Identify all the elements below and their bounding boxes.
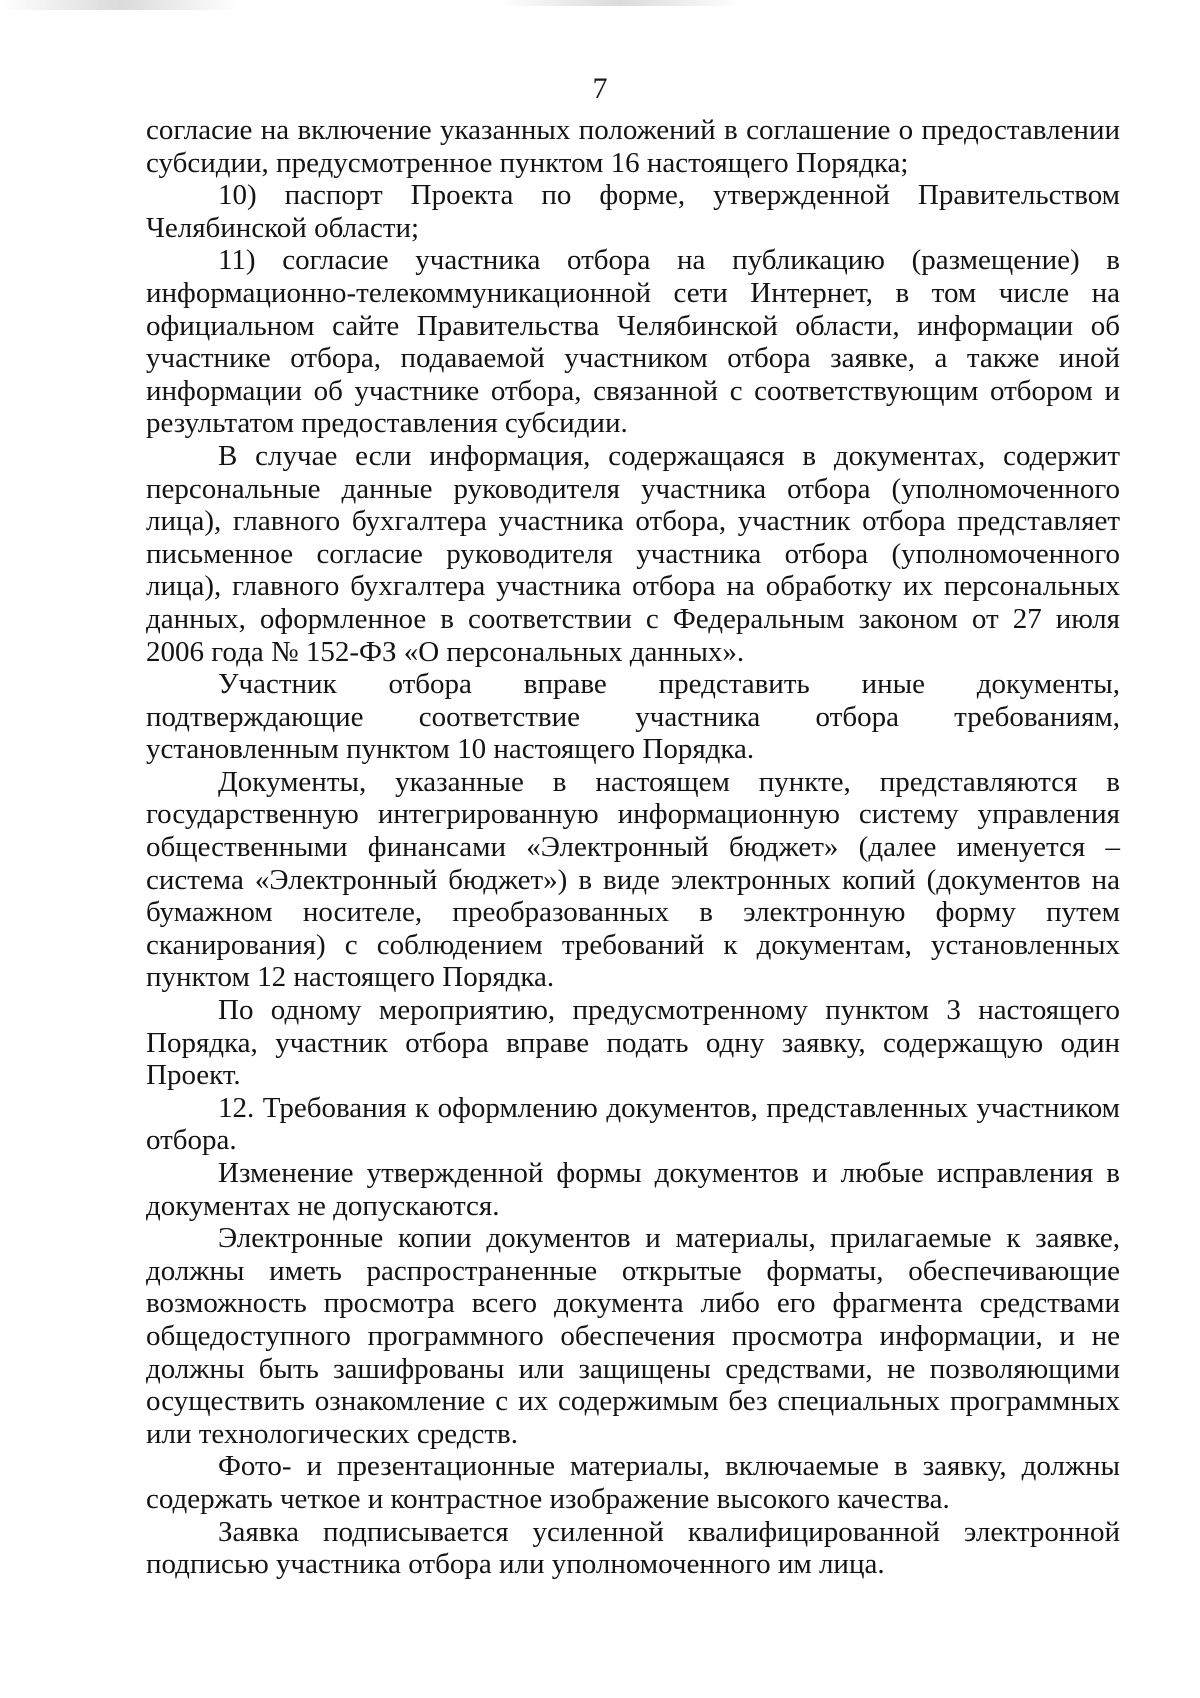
paragraph: Электронные копии документов и материалы, прилагаемые к заявке, должны иметь распространенные открытые форматы, обеспечивающие возможность просмотра всего документа либо его фрагмента средствами общедоступного программного обеспечения просмотра информации, и не должны быть зашифрованы или защищены средствами, не позволяющими осуществить ознакомление с их содержимым без специальных программных или технологических средств. — [146, 1222, 1120, 1450]
page-number: 7 — [592, 72, 608, 105]
paragraph: Заявка подписывается усиленной квалифицированной электронной подписью участника отбора или уполномоченного им лица. — [146, 1515, 1120, 1581]
paragraph: Фото- и презентационные материалы, включаемые в заявку, должны содержать четкое и контрастное изображение высокого качества. — [146, 1450, 1120, 1515]
paragraph: Изменение утвержденной формы документов и любые исправления в документах не допускаются. — [146, 1157, 1120, 1222]
scan-artifact-top-left — [0, 0, 240, 10]
document-body — [146, 114, 1120, 1581]
paragraph: Участник отбора вправе представить иные документы, подтверждающие соответствие участника отбора требованиям, установленным пунктом 10 настоящего Порядка. — [146, 668, 1120, 766]
paragraph: 12. Требования к оформлению документов, представленных участником отбора. — [146, 1091, 1120, 1157]
scan-artifact-top-center — [500, 0, 740, 6]
paragraph: В случае если информация, содержащаяся в документах, содержит персональные данные руководителя участника отбора (уполномоченного лица), главного бухгалтера участника отбора, участник отбора представляет письменное согласие руководителя участника отбора (уполномоченного лица), главного бухгалтера участника отбора на обработку их персональных данных, оформленное в соответствии с Федеральным законом от 27 июля 2006 года № 152-ФЗ «О персональных данных». — [146, 439, 1120, 668]
paragraph: согласие на включение указанных положений в соглашение о предоставлении субсидии, предусмотренное пунктом 16 настоящего Порядка; — [146, 114, 1120, 179]
paragraph: 11) согласие участника отбора на публикацию (размещение) в информационно-телекоммуникационной сети Интернет, в том числе на официальном сайте Правительства Челябинской области, информации об участнике отбора, подаваемой участником отбора заявке, а также иной информации об участнике отбора, связанной с соответствующим отбором и результатом предоставления субсидии. — [146, 244, 1120, 440]
paragraph: 10) паспорт Проекта по форме, утвержденной Правительством Челябинской области; — [146, 179, 1120, 244]
paragraph: По одному мероприятию, предусмотренному пунктом 3 настоящего Порядка, участник отбора вправе подать одну заявку, содержащую один Проект. — [146, 994, 1120, 1092]
paragraph: Документы, указанные в настоящем пункте, представляются в государственную интегрированную информационную систему управления общественными финансами «Электронный бюджет» (далее именуется – система «Электронный бюджет») в виде электронных копий (документов на бумажном носителе, преобразованных в электронную форму путем сканирования) с соблюдением требований к документам, установленных пунктом 12 настоящего Порядка. — [146, 765, 1120, 994]
